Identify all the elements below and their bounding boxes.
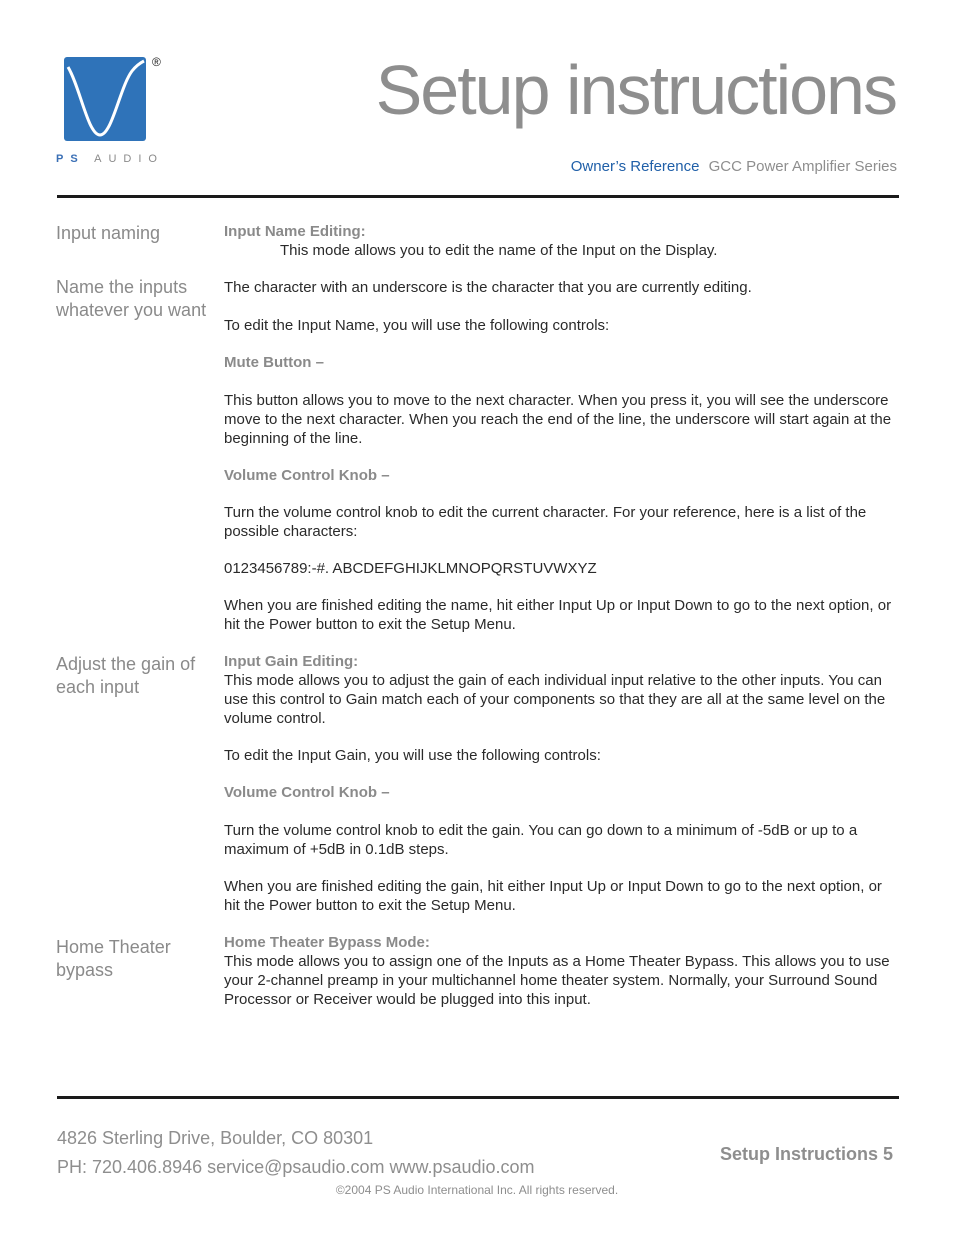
finished-gain-paragraph: When you are finished editing the gain, hit either Input Up or Input Down to go to the next option, or hit the Power button to exit the Setup Menu. <box>224 878 882 914</box>
section-input-name-editing <box>224 222 900 260</box>
heading-input-name-editing: Input Name Editing: <box>224 223 366 240</box>
brand-ps: PS <box>56 153 85 165</box>
sidebar-input-naming: Input naming <box>56 223 161 243</box>
section-input-gain-editing <box>224 652 900 728</box>
finished-name-paragraph: When you are finished editing the name, hit either Input Up or Input Down to go to the next option, or hit the Power button to exit the Setup Menu. <box>224 597 892 633</box>
name-controls-paragraph: To edit the Input Name, you will use the following controls: <box>224 317 610 334</box>
heading-volume-knob-2: Volume Control Knob – <box>224 784 390 801</box>
footer-phone-email-web: PH: 720.406.8946 service@psaudio.com www.psaudio.com <box>57 1157 535 1177</box>
heading-volume-knob-1: Volume Control Knob – <box>224 467 390 484</box>
sidebar-home-theater: Home Theater bypass <box>56 937 171 980</box>
brand-wordmark <box>56 153 164 165</box>
footer-address: 4826 Sterling Drive, Boulder, CO 80301 <box>57 1128 374 1148</box>
heading-input-gain-editing: Input Gain Editing: <box>224 653 359 670</box>
page-title: Setup instructions <box>375 51 896 129</box>
sidebar-adjust-gain: Adjust the gain of each input <box>56 654 196 697</box>
section-home-theater-bypass <box>224 933 900 1009</box>
document-subtitle <box>571 158 897 175</box>
mute-button-paragraph: This button allows you to move to the next character. When you press it, you will see the underscore move to the next character. When you reach the end of the line, the underscore will start again at the beginning of the line. <box>224 392 892 447</box>
sidebar-name-inputs: Name the inputs whatever you want <box>56 277 207 320</box>
owners-reference: Owner’s Reference <box>570 158 700 175</box>
copyright-notice: ©2004 PS Audio International Inc. All rights reserved. <box>335 1183 619 1197</box>
page-number-label: Setup Instructions 5 <box>719 1144 893 1164</box>
volume-knob-paragraph-2: Turn the volume control knob to edit the gain. You can go down to a minimum of -5dB or up to a maximum of +5dB in 0.1dB steps. <box>224 822 858 858</box>
heading-mute-button: Mute Button – <box>224 354 324 371</box>
possible-characters: 0123456789:-#. ABCDEFGHIJKLMNOPQRSTUVWXYZ <box>224 560 597 577</box>
underscore-paragraph: The character with an underscore is the character that you are currently editing. <box>224 279 752 296</box>
product-series: GCC Power Amplifier Series <box>708 158 897 175</box>
registered-mark: ® <box>152 55 161 69</box>
ps-audio-wave-icon <box>64 57 146 141</box>
home-theater-bypass-paragraph: This mode allows you to assign one of the Inputs as a Home Theater Bypass. This allows you to use your 2-channel preamp in your multichannel home theater system. Normally, your Surround Sound Processor or Receiver would be plugged into this input. <box>224 953 890 1008</box>
ps-audio-logo <box>56 55 164 167</box>
heading-home-theater-bypass: Home Theater Bypass Mode: <box>224 934 430 951</box>
footer-divider <box>57 1096 899 1099</box>
header-divider <box>57 195 899 198</box>
volume-knob-paragraph-1: Turn the volume control knob to edit the current character. For your reference, here is a list of the possible characters: <box>224 504 867 540</box>
brand-audio: AUDIO <box>94 153 164 165</box>
input-name-editing-intro: This mode allows you to edit the name of the Input on the Display. <box>280 242 718 259</box>
input-gain-paragraph: This mode allows you to adjust the gain of each individual input relative to the other inputs. You can use this control to Gain match each of your components so that they are all at the same level on the volume control. <box>224 672 886 727</box>
footer-contact <box>57 1124 535 1182</box>
gain-controls-paragraph: To edit the Input Gain, you will use the following controls: <box>224 747 601 764</box>
